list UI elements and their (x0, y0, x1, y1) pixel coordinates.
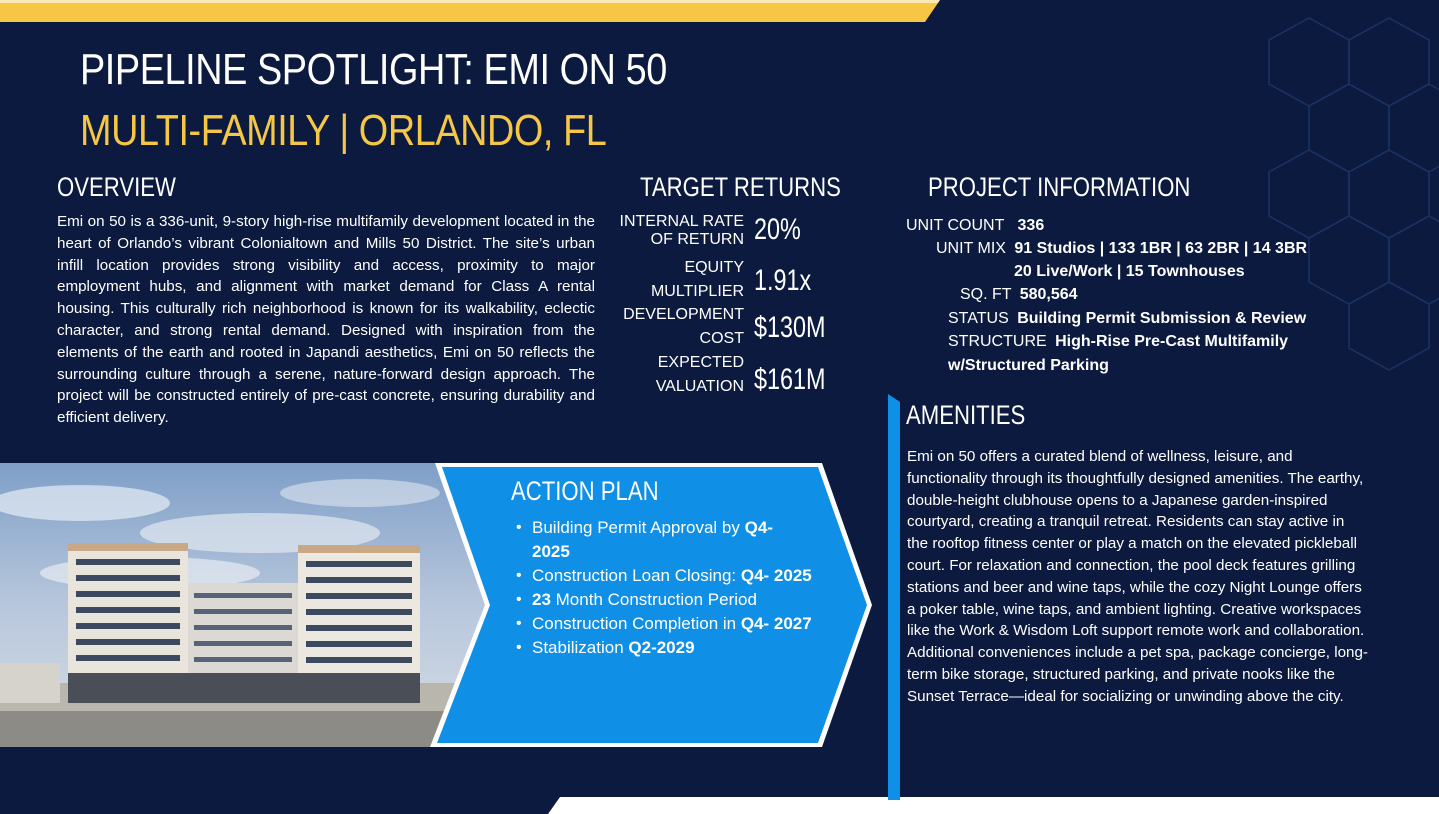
action-plan-heading: ACTION PLAN (511, 476, 659, 506)
unit-mix-label: UNIT MIX (936, 240, 1006, 257)
unit-mix-value: 91 Studios | 133 1BR | 63 2BR | 14 3BR (1014, 240, 1308, 257)
action-item-date: Q2-2029 (628, 638, 695, 657)
unit-mix-value-2: 20 Live/Work | 15 Townhouses (1014, 263, 1245, 280)
action-item (512, 612, 812, 636)
amenities-text: Emi on 50 offers a curated blend of wellness, leisure, and functionality through its thoughtfully designed amenities. The earthy, double-height clubhouse opens to a Japanese garden-inspired courtyard, creating a tranquil retreat. Residents can stay active in the rooftop fitness center or play a match on the elevated pickleball court. For relaxation and connection, the pool deck features grilling stations and beer and wine taps, while the cozy Night Lounge offers a poker table, wine taps, and ambient lighting. Creative workspaces like the Work & Wisdom Loft support remote work and collaboration. Additional conveniences include a pet spa, package concierge, long-term bike storage, structured parking, and private nooks like the Sunset Terrace—ideal for socializing or unwinding above the city. (907, 448, 1368, 705)
action-item-date: Q4- 2027 (740, 614, 812, 633)
action-item-date: Q4- 2025 (740, 566, 812, 585)
structure-row-2 (948, 354, 1109, 378)
action-item-text: Construction Completion in (532, 614, 741, 633)
unit-count-label: UNIT COUNT (906, 217, 1005, 234)
bottom-accent-bar (548, 797, 1439, 814)
amenities-heading: AMENITIES (906, 400, 1026, 430)
return-value: $161M (754, 363, 826, 396)
action-item (512, 588, 812, 612)
hexagon-pattern (1209, 0, 1439, 420)
return-label: MULTIPLIER (650, 283, 744, 300)
structure-value-2: w/Structured Parking (948, 357, 1109, 374)
action-item-text: Construction Loan Closing: (532, 566, 741, 585)
return-label: OF RETURN (650, 231, 744, 248)
action-item-date: Q4- 2025 (532, 518, 773, 561)
status-row (948, 307, 1306, 331)
unit-count-row (906, 214, 1044, 238)
structure-row (948, 330, 1288, 354)
unit-mix-row (936, 237, 1307, 261)
project-info-heading: PROJECT INFORMATION (928, 172, 1191, 202)
sqft-row (960, 283, 1078, 307)
status-label: STATUS (948, 310, 1009, 327)
return-label: VALUATION (655, 378, 744, 395)
action-item (512, 516, 812, 564)
return-value: 20% (754, 213, 801, 246)
overview-text: Emi on 50 is a 336-unit, 9-story high-rise multifamily development located in the heart of Orlando’s vibrant Colonialtown and Mills 50 District. The site’s urban infill location provides strong visibility and access, proximity to major employment hubs, and alignment with market demand for Class A rental housing. This culturally rich neighborhood is known for its walkability, eclectic character, and strong rental demand. Designed with inspiration from the elements of the earth and rooted in Japandi aesthetics, Emi on 50 reflects the surrounding culture through a serene, nature-forward design approach. The project will be constructed entirely of pre-cast concrete, ensuring durability and efficient delivery. (57, 213, 595, 427)
sqft-label: SQ. FT (960, 286, 1012, 303)
action-item (512, 564, 812, 588)
page-title: PIPELINE SPOTLIGHT: EMI ON 50 (80, 45, 667, 94)
action-plan-list (512, 516, 812, 660)
action-item-text: Stabilization (532, 638, 629, 657)
target-returns-heading: TARGET RETURNS (640, 172, 841, 202)
action-item-number: 23 (532, 590, 551, 609)
overview-heading: OVERVIEW (57, 172, 176, 202)
building-rendering-image (0, 463, 500, 747)
return-value: $130M (754, 311, 826, 344)
return-label: DEVELOPMENT (623, 306, 744, 323)
return-label: COST (699, 330, 744, 347)
unit-mix-row-2 (1014, 260, 1245, 284)
status-value: Building Permit Submission & Review (1017, 310, 1307, 327)
structure-label: STRUCTURE (948, 333, 1047, 350)
return-label: EXPECTED (657, 354, 744, 371)
action-item-text: Building Permit Approval by (532, 518, 745, 537)
action-item-text: Month Construction Period (550, 590, 757, 609)
page-subtitle: MULTI-FAMILY | ORLANDO, FL (80, 106, 607, 155)
top-accent-bar (0, 0, 940, 22)
sqft-value: 580,564 (1019, 286, 1078, 303)
unit-count-value: 336 (1017, 217, 1045, 234)
return-label: EQUITY (684, 259, 744, 276)
action-item (512, 636, 812, 660)
structure-value: High-Rise Pre-Cast Multifamily (1055, 333, 1289, 350)
return-value: 1.91x (754, 264, 812, 297)
amenities-accent-bar (888, 394, 900, 800)
return-label: INTERNAL RATE (619, 213, 744, 230)
